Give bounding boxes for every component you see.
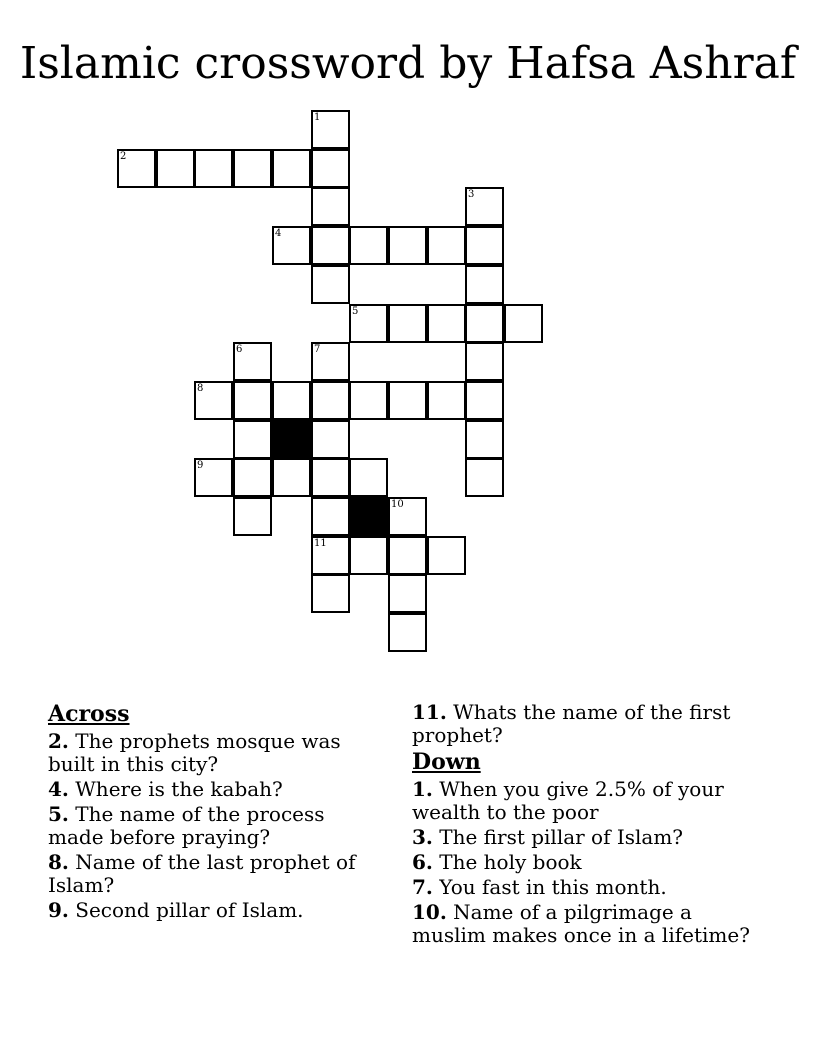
- crossword-cell[interactable]: [388, 304, 427, 343]
- clue-number-label: 1: [314, 112, 321, 123]
- clue-text: prophet?: [412, 723, 503, 747]
- down-clue-list: [412, 778, 772, 947]
- clues-left-column: [48, 701, 388, 924]
- crossword-cell[interactable]: [117, 149, 156, 188]
- crossword-cell[interactable]: [233, 497, 272, 536]
- clue-text-line: [48, 851, 388, 874]
- clues-right-column: [412, 701, 772, 949]
- clue-number: 9.: [48, 898, 69, 922]
- down-clue: [412, 778, 772, 824]
- clue-number-label: 10: [391, 499, 404, 510]
- clue-number: 11.: [412, 700, 447, 724]
- clue-text: Whats the name of the first: [453, 700, 731, 724]
- crossword-cell[interactable]: [311, 265, 350, 304]
- clue-text: built in this city?: [48, 752, 219, 776]
- clue-text: Name of a pilgrimage a: [453, 900, 692, 924]
- clue-text-line: [48, 874, 388, 897]
- down-clue: [412, 901, 772, 947]
- clue-text: wealth to the poor: [412, 800, 599, 824]
- crossword-cell[interactable]: [311, 497, 350, 536]
- clue-number: 7.: [412, 875, 433, 899]
- crossword-cell[interactable]: [233, 342, 272, 381]
- crossword-cell[interactable]: [272, 226, 311, 265]
- crossword-cell[interactable]: [388, 381, 427, 420]
- across-clue-list-continued: [412, 701, 772, 747]
- crossword-cell[interactable]: [194, 458, 233, 497]
- crossword-cell[interactable]: [272, 381, 311, 420]
- clue-text-line: [412, 724, 772, 747]
- crossword-cell[interactable]: [311, 110, 350, 149]
- clue-text-line: [48, 803, 388, 826]
- clue-text-line: [412, 851, 772, 874]
- crossword-cell[interactable]: [311, 149, 350, 188]
- crossword-cell[interactable]: [349, 458, 388, 497]
- crossword-cell[interactable]: [465, 304, 504, 343]
- across-clue: [48, 803, 388, 849]
- across-clue: [48, 778, 388, 801]
- clue-text: muslim makes once in a lifetime?: [412, 923, 750, 947]
- crossword-cell[interactable]: [311, 342, 350, 381]
- crossword-cell[interactable]: [311, 574, 350, 613]
- clue-text-line: [412, 801, 772, 824]
- clue-text: Name of the last prophet of: [75, 850, 356, 874]
- crossword-cell[interactable]: [272, 149, 311, 188]
- across-clue: [48, 899, 388, 922]
- clue-number-label: 11: [314, 538, 327, 549]
- clue-text-line: [412, 778, 772, 801]
- crossword-cell[interactable]: [311, 226, 350, 265]
- clue-text: When you give 2.5% of your: [439, 777, 724, 801]
- crossword-cell[interactable]: [388, 536, 427, 575]
- crossword-cell[interactable]: [311, 381, 350, 420]
- crossword-cell[interactable]: [233, 458, 272, 497]
- crossword-cell[interactable]: [427, 381, 466, 420]
- crossword-cell[interactable]: [388, 497, 427, 536]
- crossword-cell[interactable]: [156, 149, 195, 188]
- clue-text: Where is the kabah?: [75, 777, 283, 801]
- down-clue: [412, 826, 772, 849]
- clue-number-label: 4: [275, 228, 282, 239]
- clue-text-line: [412, 826, 772, 849]
- crossword-cell[interactable]: [272, 458, 311, 497]
- clue-text: made before praying?: [48, 825, 271, 849]
- clue-text: The prophets mosque was: [75, 729, 341, 753]
- clue-number-label: 3: [468, 189, 475, 200]
- crossword-cell[interactable]: [349, 536, 388, 575]
- crossword-cell[interactable]: [427, 304, 466, 343]
- clue-number: 3.: [412, 825, 433, 849]
- clue-number: 6.: [412, 850, 433, 874]
- clue-number-label: 9: [197, 460, 204, 471]
- crossword-cell[interactable]: [465, 187, 504, 226]
- across-clue: [48, 730, 388, 776]
- clue-text-line: [412, 701, 772, 724]
- across-clue: [412, 701, 772, 747]
- crossword-cell[interactable]: [311, 420, 350, 459]
- clue-text-line: [48, 826, 388, 849]
- clue-number: 2.: [48, 729, 69, 753]
- crossword-cell[interactable]: [465, 420, 504, 459]
- page-title: Islamic crossword by Hafsa Ashraf: [19, 38, 797, 89]
- crossword-cell[interactable]: [233, 420, 272, 459]
- across-clue: [48, 851, 388, 897]
- clue-number: 10.: [412, 900, 447, 924]
- crossword-cell[interactable]: [349, 226, 388, 265]
- clue-number: 5.: [48, 802, 69, 826]
- clue-text-line: [48, 899, 388, 922]
- crossword-cell[interactable]: [388, 574, 427, 613]
- clue-text: You fast in this month.: [439, 875, 667, 899]
- crossword-cell[interactable]: [311, 536, 350, 575]
- crossword-block-cell: [272, 420, 311, 459]
- clue-text-line: [412, 924, 772, 947]
- crossword-cell[interactable]: [427, 226, 466, 265]
- crossword-cell[interactable]: [465, 226, 504, 265]
- crossword-cell[interactable]: [233, 381, 272, 420]
- down-clue: [412, 876, 772, 899]
- clue-text: The name of the process: [75, 802, 325, 826]
- clue-text-line: [48, 753, 388, 776]
- clue-number-label: 8: [197, 383, 204, 394]
- crossword-cell[interactable]: [194, 381, 233, 420]
- crossword-block-cell: [349, 497, 388, 536]
- clue-text: Second pillar of Islam.: [75, 898, 304, 922]
- crossword-cell[interactable]: [349, 304, 388, 343]
- crossword-cell[interactable]: [388, 226, 427, 265]
- crossword-cell[interactable]: [465, 265, 504, 304]
- clue-text: The holy book: [439, 850, 582, 874]
- clue-text-line: [48, 730, 388, 753]
- down-heading: Down: [412, 749, 481, 775]
- clue-number: 1.: [412, 777, 433, 801]
- crossword-cell[interactable]: [388, 613, 427, 652]
- clue-number: 4.: [48, 777, 69, 801]
- clue-number-label: 7: [314, 344, 321, 355]
- crossword-cell[interactable]: [465, 458, 504, 497]
- crossword-cell[interactable]: [504, 304, 543, 343]
- clue-text-line: [412, 901, 772, 924]
- crossword-cell[interactable]: [465, 342, 504, 381]
- crossword-cell[interactable]: [349, 381, 388, 420]
- crossword-cell[interactable]: [311, 458, 350, 497]
- crossword-cell[interactable]: [311, 187, 350, 226]
- clue-text-line: [412, 876, 772, 899]
- clue-number: 8.: [48, 850, 69, 874]
- down-clue: [412, 851, 772, 874]
- clue-number-label: 6: [236, 344, 243, 355]
- across-heading: Across: [48, 701, 130, 727]
- clue-text-line: [48, 778, 388, 801]
- clue-text: Islam?: [48, 873, 115, 897]
- across-clue-list: [48, 730, 388, 922]
- clue-number-label: 2: [120, 151, 127, 162]
- crossword-cell[interactable]: [427, 536, 466, 575]
- clue-number-label: 5: [352, 306, 359, 317]
- clue-text: The first pillar of Islam?: [439, 825, 684, 849]
- crossword-cell[interactable]: [233, 149, 272, 188]
- crossword-cell[interactable]: [465, 381, 504, 420]
- crossword-cell[interactable]: [194, 149, 233, 188]
